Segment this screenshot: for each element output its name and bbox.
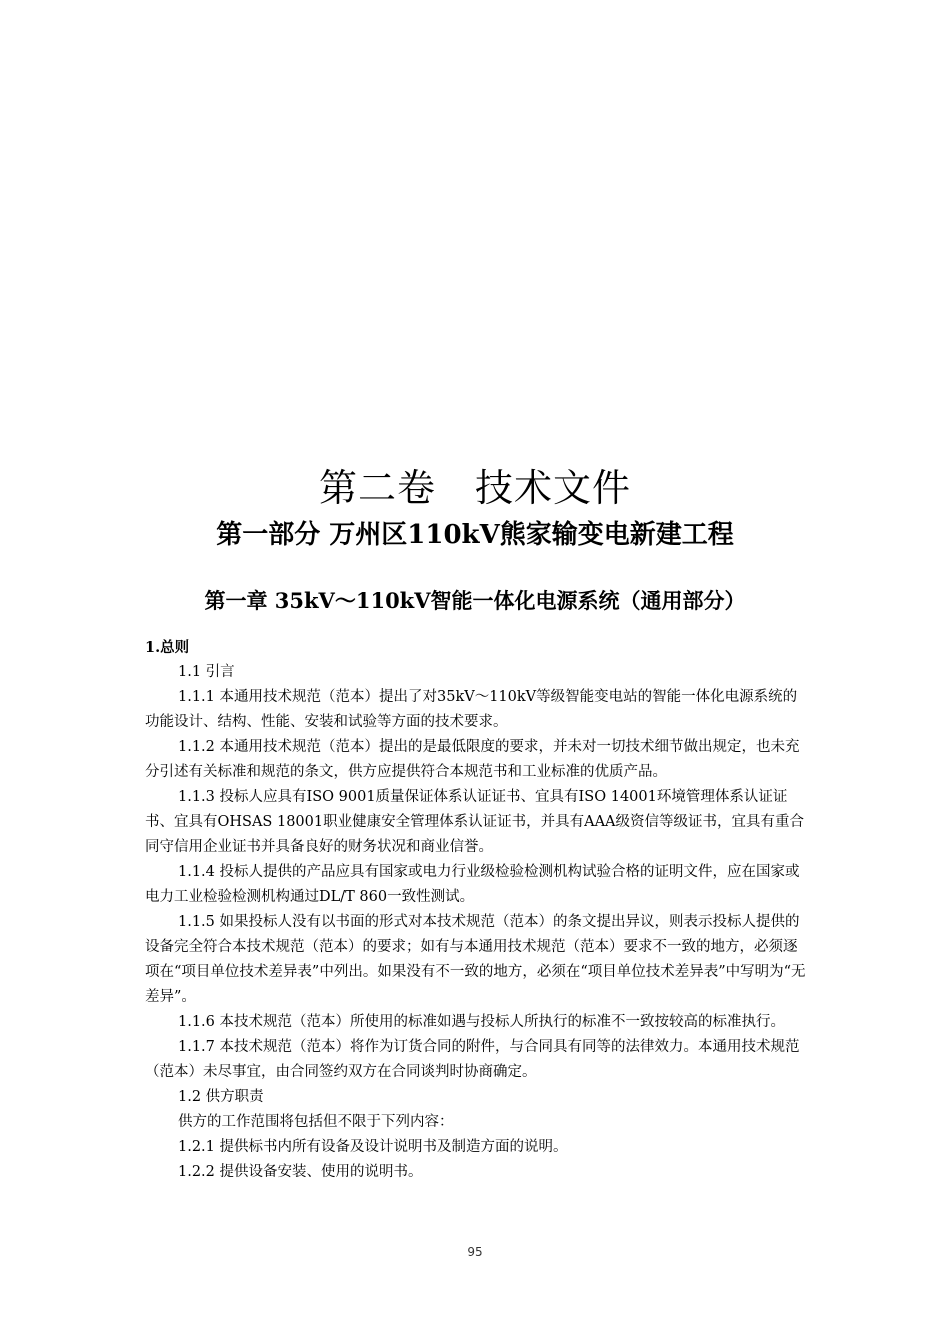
part-title: 第一部分 万州区110kV熊家输变电新建工程 — [216, 520, 734, 550]
clause-1-1-4: 1.1.4 投标人提供的产品应具有国家或电力行业级检验检测机构试验合格的证明文件，应在国家或电力工业检验检测机构通过DL/T 860一致性测试。 — [145, 864, 800, 905]
subsection-heading-1-1: 1.1 引言 — [178, 664, 235, 680]
clause-1-2-2: 1.2.2 提供设备安装、使用的说明书。 — [178, 1164, 423, 1180]
chapter-title: 第一章 35kV～110kV智能一体化电源系统（通用部分） — [204, 588, 746, 613]
subsection-heading-1-2: 1.2 供方职责 — [178, 1089, 264, 1105]
supplier-scope-intro: 供方的工作范围将包括但不限于下列内容： — [178, 1114, 454, 1130]
clause-1-1-5: 1.1.5 如果投标人没有以书面的形式对本技术规范（范本）的条文提出异议，则表示投标人提供的设备完全符合本技术规范（范本）的要求；如有与本通用技术规范（范本）要求不一致的地方，必须逐项在“项目单位技术差异表”中列出。如果没有不一致的地方，必须在“项目单位技术差异表”中写明为“无差异”。 — [145, 914, 806, 1005]
clause-1-1-1: 1.1.1 本通用技术规范（范本）提出了对35kV～110kV等级智能变电站的智能一体化电源系统的功能设计、结构、性能、安装和试验等方面的技术要求。 — [145, 689, 798, 730]
page-number: 95 — [467, 1245, 483, 1259]
volume-title: 第二卷 技术文件 — [318, 466, 631, 510]
section-heading-1: 1.总则 — [145, 639, 190, 656]
clause-1-1-2: 1.1.2 本通用技术规范（范本）提出的是最低限度的要求，并未对一切技术细节做出规定，也未充分引述有关标准和规范的条文，供方应提供符合本规范书和工业标准的优质产品。 — [145, 739, 800, 780]
document-body — [145, 635, 810, 1185]
clause-1-1-6: 1.1.6 本技术规范（范本）所使用的标准如遇与投标人所执行的标准不一致按较高的标准执行。 — [178, 1014, 785, 1030]
clause-1-1-3: 1.1.3 投标人应具有ISO 9001质量保证体系认证证书、宜具有ISO 14001环境管理体系认证证书、宜具有OHSAS 18001职业健康安全管理体系认证证书，并具有AAA级资信等级证书，宜具有重合同守信用企业证书并具备良好的财务状况和商业信誉。 — [145, 789, 805, 855]
clause-1-1-7: 1.1.7 本技术规范（范本）将作为订货合同的附件，与合同具有同等的法律效力。本通用技术规范（范本）未尽事宜，由合同签约双方在合同谈判时协商确定。 — [145, 1039, 800, 1080]
clause-1-2-1: 1.2.1 提供标书内所有设备及设计说明书及制造方面的说明。 — [178, 1139, 568, 1155]
